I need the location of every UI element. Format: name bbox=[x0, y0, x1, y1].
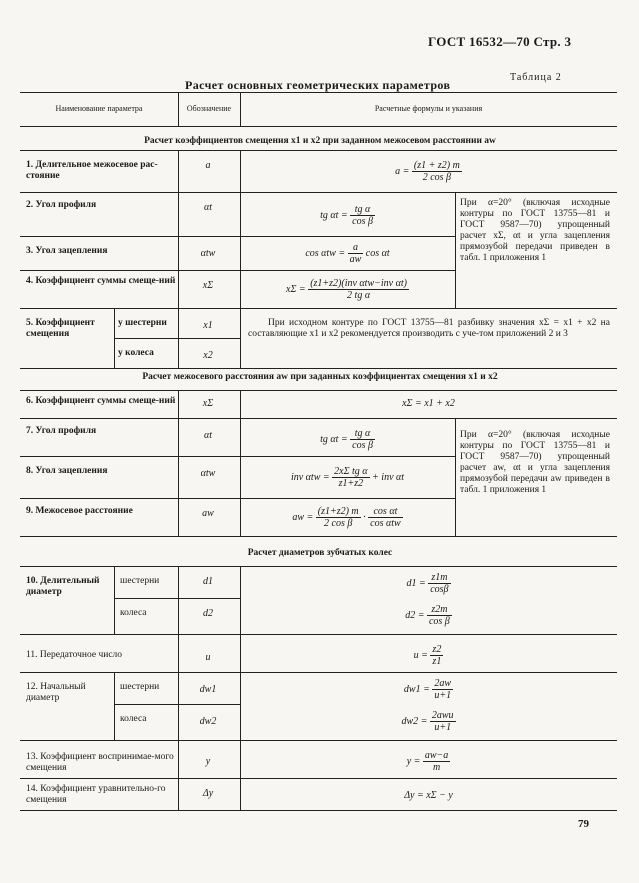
row-10-sub-2: колеса bbox=[120, 608, 147, 618]
formula-7 bbox=[240, 428, 455, 451]
row-10-name: 10. Делительный диаметр bbox=[26, 576, 100, 597]
row-6-symbol: xΣ bbox=[202, 398, 214, 409]
formula-9-num2: cos αt bbox=[368, 506, 403, 518]
formula-11-num: z2 bbox=[432, 644, 442, 655]
header-bottom-rule bbox=[20, 126, 617, 127]
row-8-symbol: αtw bbox=[200, 468, 216, 479]
row-13-name: 13. Коэффициент воспринимае-мого смещения bbox=[26, 752, 174, 773]
formula-6: xΣ = x1 + x2 bbox=[402, 398, 455, 409]
row-9-symbol: aw bbox=[202, 508, 214, 519]
page-number: 79 bbox=[578, 818, 589, 830]
row-11-name: 11. Передаточное число bbox=[26, 650, 123, 660]
formula-8-lhs: inv αtw = bbox=[290, 471, 330, 483]
formula-7-num: tg α bbox=[350, 428, 375, 440]
row-4-name: 4. Коэффициент суммы смеще-ний bbox=[26, 276, 176, 286]
row-5-sub-2: у колеса bbox=[118, 348, 154, 358]
document-header: ГОСТ 16532—70 Стр. 3 bbox=[428, 34, 572, 49]
row-12-name: 12. Начальный диаметр bbox=[26, 682, 86, 703]
row-12-sub-2: колеса bbox=[120, 714, 147, 724]
formula-2-lhs: tg αt = bbox=[320, 209, 348, 221]
rule-r3 bbox=[20, 270, 455, 271]
rule-r10-sub bbox=[114, 598, 240, 599]
formula-2-den: cos β bbox=[352, 216, 373, 227]
table-label: Таблица 2 bbox=[510, 72, 562, 83]
row-10-symbol-2: d2 bbox=[203, 608, 213, 619]
row-2-name: 2. Угол профиля bbox=[26, 200, 97, 210]
rule-r12-sub bbox=[114, 704, 240, 705]
formula-3-num: a bbox=[348, 242, 364, 254]
formula-10b-num: z2m bbox=[427, 604, 452, 616]
s3-vline-sub-2 bbox=[114, 672, 115, 740]
section-1-rule bbox=[20, 150, 617, 151]
rule-r10 bbox=[20, 634, 617, 635]
formula-1-lhs: a = bbox=[395, 165, 410, 177]
row-5-name: 5. Коэффициент смещения bbox=[26, 318, 95, 339]
row-5-symbol-2: x2 bbox=[203, 350, 213, 361]
formula-13-den: m bbox=[432, 762, 441, 773]
row-7-symbol: αt bbox=[203, 430, 213, 441]
section-title-3: Расчет диаметров зубчатых колес bbox=[247, 548, 393, 558]
formula-10b-lhs: d2 = bbox=[405, 609, 425, 621]
column-param: Наименование параметра bbox=[55, 104, 143, 113]
formula-10a-lhs: d1 = bbox=[406, 577, 426, 589]
row-10-symbol-1: d1 bbox=[203, 576, 213, 587]
rule-r2 bbox=[20, 236, 455, 237]
formula-10a-den: cosβ bbox=[430, 584, 449, 595]
formula-2-num: tg α bbox=[350, 204, 375, 216]
row-8-name: 8. Угол зацепления bbox=[26, 466, 108, 476]
formula-12b-lhs: dw2 = bbox=[401, 715, 428, 727]
formula-3-rhs: cos αt bbox=[365, 247, 390, 259]
row-7-name: 7. Угол профиля bbox=[26, 426, 97, 436]
formula-3 bbox=[240, 242, 455, 265]
row-1-name: 1. Делительное межосевое рас-стояние bbox=[26, 160, 158, 181]
s3-vline-sub-1 bbox=[114, 566, 115, 634]
formula-3-den: aw bbox=[349, 254, 362, 265]
formula-12b-num: 2awu bbox=[431, 710, 454, 721]
formula-1-num: (z1 + z2) m bbox=[413, 160, 460, 171]
row-3-symbol: αtw bbox=[200, 248, 216, 259]
formula-7-den: cos β bbox=[352, 440, 373, 451]
formula-12a-den: u+1 bbox=[434, 690, 452, 701]
formula-4-lhs: xΣ = bbox=[286, 283, 306, 295]
row-11-symbol: u bbox=[205, 652, 211, 663]
rule-r8 bbox=[20, 498, 455, 499]
formula-9-den2: cos αtw bbox=[370, 518, 401, 529]
row-1-symbol: a bbox=[205, 160, 211, 171]
formula-12a bbox=[240, 678, 617, 701]
formula-8 bbox=[240, 466, 455, 489]
formula-13-num: aw−a bbox=[424, 750, 449, 761]
column-formula: Расчетные формулы и указания bbox=[374, 104, 483, 113]
formula-12b-den: u+1 bbox=[434, 722, 452, 733]
column-symbol: Обозначение bbox=[186, 104, 232, 113]
rule-r13 bbox=[20, 778, 617, 779]
formula-4-num: (z1+z2)(inv αtw−inv αt) bbox=[310, 278, 407, 289]
formula-8-rhs: + inv αt bbox=[372, 471, 405, 483]
formula-12b bbox=[240, 710, 617, 733]
row-5-symbol-1: x1 bbox=[203, 320, 213, 331]
note-1: При α=20° (включая исходные контуры по ГОСТ 13755—81 и ГОСТ 9587—70) упрощенный расчет xΣ, αt и угла зацепления прямозубой передачи приведен в табл. 1 приложения 1 bbox=[460, 198, 610, 263]
formula-11 bbox=[240, 644, 617, 667]
formula-9-den: 2 cos β bbox=[324, 518, 353, 529]
main-title: Расчет основных геометрических параметров bbox=[185, 78, 451, 92]
formula-8-den: z1+z2 bbox=[338, 478, 364, 489]
row-14-name: 14. Коэффициент уравнительно-го смещения bbox=[26, 784, 166, 805]
row-6-name: 6. Коэффициент суммы смеще-ний bbox=[26, 396, 176, 406]
formula-3-lhs: cos αtw = bbox=[305, 247, 346, 259]
section-3-rule bbox=[20, 566, 617, 567]
formula-13-lhs: y = bbox=[406, 755, 421, 767]
s2-vline-3 bbox=[455, 418, 456, 536]
formula-9 bbox=[240, 506, 455, 529]
row-5-sub-1: у шестерни bbox=[118, 318, 167, 328]
formula-13 bbox=[240, 750, 617, 773]
formula-1 bbox=[240, 160, 617, 183]
s1-vline-3 bbox=[455, 192, 456, 308]
rule-r5-sub bbox=[114, 338, 240, 339]
formula-12a-lhs: dw1 = bbox=[403, 683, 430, 695]
formula-4 bbox=[240, 278, 455, 301]
rule-r4 bbox=[20, 308, 617, 309]
row-12-symbol-2: dw2 bbox=[199, 716, 217, 727]
row-14-symbol: Δy bbox=[202, 788, 214, 799]
rule-r9 bbox=[20, 536, 617, 537]
table-top-rule bbox=[20, 92, 617, 93]
formula-12a-num: 2aw bbox=[432, 678, 453, 690]
rule-r1 bbox=[20, 192, 617, 193]
rule-r11 bbox=[20, 672, 617, 673]
note-5: При исходном контуре по ГОСТ 13755—81 разбивку значения xΣ = x1 + x2 на составляющие x1 и x2 рекомендуется производить с уче-том приложений 2 и 3 bbox=[248, 318, 610, 339]
formula-11-lhs: u = bbox=[413, 649, 428, 661]
row-13-symbol: y bbox=[205, 756, 211, 767]
row-2-symbol: αt bbox=[203, 202, 213, 213]
section-title-1: Расчет коэффициентов смещения x1 и x2 при заданном межосевом расстоянии aw bbox=[144, 136, 496, 146]
rule-r5 bbox=[20, 368, 617, 369]
formula-9-mid: · bbox=[363, 511, 366, 523]
formula-10a bbox=[240, 572, 617, 595]
rule-r12 bbox=[20, 740, 617, 741]
rule-r7 bbox=[20, 456, 455, 457]
table-bottom-rule bbox=[20, 810, 617, 811]
note-2: При α=20° (включая исходные контуры по ГОСТ 13755—81 и ГОСТ 9587—70) упрощенный расчет aw, αt и угла зацепления прямозубой передачи aw приведен в табл. 1 приложения 1 bbox=[460, 430, 610, 495]
formula-9-lhs: aw = bbox=[292, 511, 314, 523]
formula-7-lhs: tg αt = bbox=[320, 433, 348, 445]
row-3-name: 3. Угол зацепления bbox=[26, 246, 108, 256]
formula-9-num: (z1+z2) m bbox=[317, 506, 359, 517]
row-12-symbol-1: dw1 bbox=[199, 684, 217, 695]
s1-vline-1 bbox=[178, 150, 179, 368]
formula-11-den: z1 bbox=[432, 656, 442, 667]
formula-8-num: 2xΣ tg α bbox=[334, 466, 368, 477]
formula-10b-den: cos β bbox=[428, 616, 450, 627]
formula-14: Δy = xΣ − y bbox=[404, 790, 453, 801]
section-title-2: Расчет межосевого расстояния aw при заданных коэффициентах смещения x1 и x2 bbox=[142, 372, 498, 382]
formula-2 bbox=[240, 204, 455, 227]
formula-4-den: 2 tg α bbox=[347, 290, 371, 301]
section-2-rule bbox=[20, 390, 617, 391]
row-9-name: 9. Межосевое расстояние bbox=[26, 506, 133, 516]
row-12-sub-1: шестерни bbox=[120, 682, 160, 692]
formula-10a-num: z1m bbox=[428, 572, 450, 584]
rule-r6 bbox=[20, 418, 617, 419]
row-4-symbol: xΣ bbox=[202, 280, 214, 291]
formula-10b bbox=[240, 604, 617, 627]
formula-1-den: 2 cos β bbox=[422, 172, 452, 183]
row-10-sub-1: шестерни bbox=[120, 576, 160, 586]
